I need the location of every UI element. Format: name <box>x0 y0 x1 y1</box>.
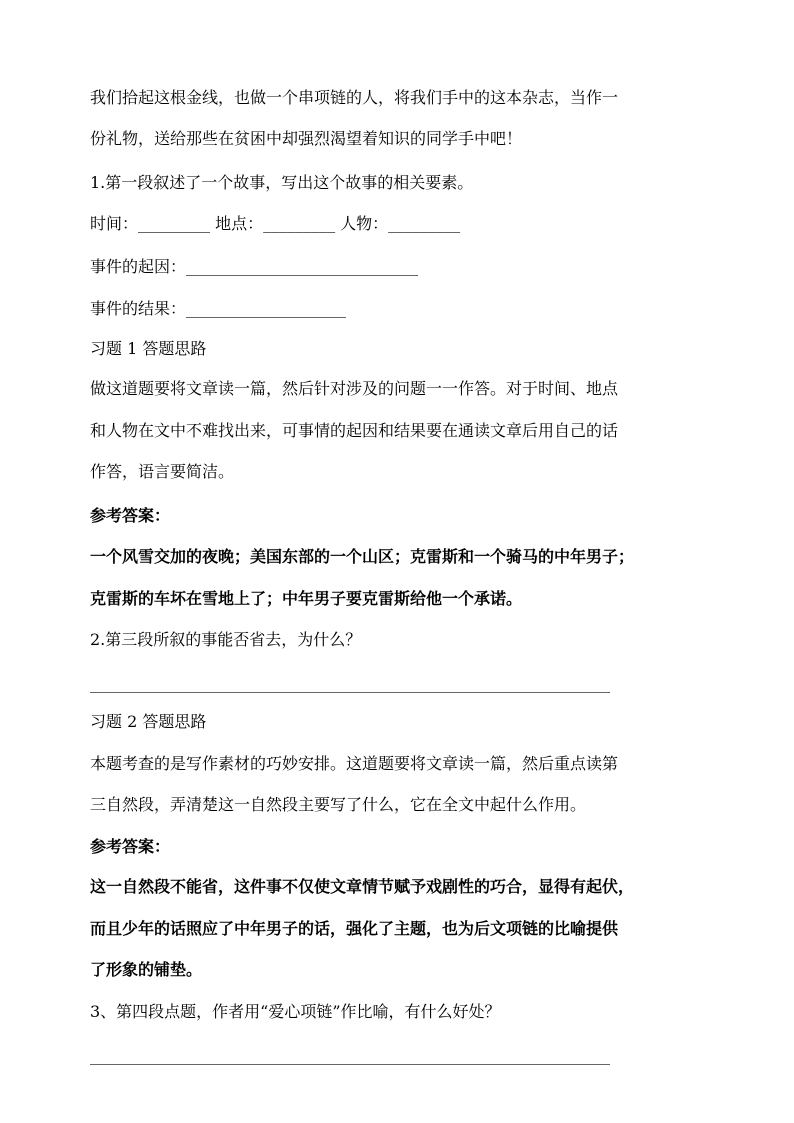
hint-1-title: 习题 1 答题思路 <box>90 339 207 358</box>
question-1-cause: 事件的起因：_____________________________ <box>90 257 419 276</box>
hint-1-line-2: 和人物在文中不难找出来，可事情的起因和结果要在通读文章后用自己的话 <box>90 421 619 440</box>
answer-2-line-3: 了形象的铺垫。 <box>90 960 203 979</box>
question-1-title: 1.第一段叙述了一个故事，写出这个故事的相关要素。 <box>90 173 474 192</box>
hint-2-title: 习题 2 答题思路 <box>90 712 207 731</box>
question-1-result: 事件的结果：____________________ <box>90 299 347 318</box>
question-3-answer-line: _________________________________________________________________ <box>90 1046 610 1065</box>
intro-line-1: 我们拾起这根金线，也做一个串项链的人，将我们手中的这本杂志，当作一 <box>90 88 619 107</box>
answer-2-line-1: 这一自然段不能省，这件事不仅使文章情节赋予戏剧性的巧合，显得有起伏， <box>90 877 635 896</box>
question-3-title: 3、第四段点题，作者用“爱心项链”作比喻，有什么好处？ <box>90 1002 501 1021</box>
answer-1-label: 参考答案： <box>90 506 171 525</box>
question-2-title: 2.第三段所叙的事能否省去，为什么？ <box>90 630 362 649</box>
question-2-answer-line: _________________________________________________________________ <box>90 674 610 693</box>
answer-2-label: 参考答案： <box>90 837 171 856</box>
hint-2-line-2: 三自然段，弄清楚这一自然段主要写了什么，它在全文中起什么作用。 <box>90 795 587 814</box>
question-1-blanks: 时间：_________ 地点：_________ 人物：_________ <box>90 214 461 233</box>
answer-1-line-1: 一个风雪交加的夜晚；美国东部的一个山区；克雷斯和一个骑马的中年男子； <box>90 547 635 566</box>
answer-2-line-2: 而且少年的话照应了中年男子的话，强化了主题，也为后文项链的比喻提供 <box>90 919 619 938</box>
hint-2-line-1: 本题考查的是写作素材的巧妙安排。这道题要将文章读一篇，然后重点读第 <box>90 754 619 773</box>
hint-1-line-3: 作答，语言要简洁。 <box>90 462 235 481</box>
hint-1-line-1: 做这道题要将文章读一篇，然后针对涉及的问题一一作答。对于时间、地点 <box>90 379 619 398</box>
answer-1-line-2: 克雷斯的车坏在雪地上了；中年男子要克雷斯给他一个承诺。 <box>90 589 523 608</box>
intro-line-2: 份礼物，送给那些在贫困中却强烈渴望着知识的同学手中吧！ <box>90 129 523 148</box>
